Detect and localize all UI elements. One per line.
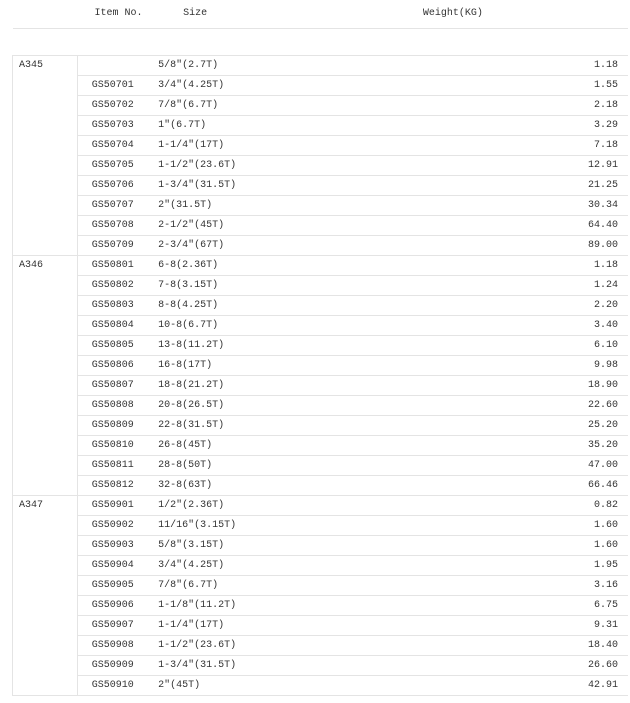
table-row <box>13 435 629 455</box>
weight-cell: 18.90 <box>423 375 628 395</box>
size-cell: 16-8(17T) <box>142 355 423 375</box>
group-code-cell: A345 <box>13 55 78 75</box>
group-code-cell <box>13 595 78 615</box>
group-code-cell <box>13 415 78 435</box>
table-row <box>13 375 629 395</box>
table-row <box>13 455 629 475</box>
group-code-cell <box>13 135 78 155</box>
group-code-cell <box>13 235 78 255</box>
item-no-cell: GS50701 <box>77 75 142 95</box>
table-row <box>13 595 629 615</box>
size-cell: 10-8(6.7T) <box>142 315 423 335</box>
size-cell: 22-8(31.5T) <box>142 415 423 435</box>
item-no-cell: GS50803 <box>77 295 142 315</box>
table-row <box>13 75 629 95</box>
size-cell: 3/4″(4.25T) <box>142 555 423 575</box>
item-no-cell: GS50709 <box>77 235 142 255</box>
group-code-cell <box>13 675 78 695</box>
item-no-cell: GS50801 <box>77 255 142 275</box>
item-no-cell: GS50807 <box>77 375 142 395</box>
item-no-cell: GS50702 <box>77 95 142 115</box>
weight-cell: 6.10 <box>423 335 628 355</box>
weight-cell: 1.60 <box>423 515 628 535</box>
item-no-cell: GS50901 <box>77 495 142 515</box>
weight-cell: 1.95 <box>423 555 628 575</box>
blank-row <box>13 28 629 55</box>
group-code-cell <box>13 295 78 315</box>
item-no-cell: GS50810 <box>77 435 142 455</box>
item-no-cell: GS50903 <box>77 535 142 555</box>
item-no-cell: GS50805 <box>77 335 142 355</box>
weight-cell: 1.18 <box>423 255 628 275</box>
size-cell: 1-1/2″(23.6T) <box>142 155 423 175</box>
size-cell: 2″(45T) <box>142 675 423 695</box>
table-row <box>13 675 629 695</box>
header-size: Size <box>142 0 423 28</box>
size-cell: 6-8(2.36T) <box>142 255 423 275</box>
size-cell: 2-1/2″(45T) <box>142 215 423 235</box>
weight-cell: 30.34 <box>423 195 628 215</box>
weight-cell: 18.40 <box>423 635 628 655</box>
group-code-cell <box>13 95 78 115</box>
table-row <box>13 655 629 675</box>
weight-cell: 21.25 <box>423 175 628 195</box>
weight-cell: 3.16 <box>423 575 628 595</box>
group-code-cell <box>13 475 78 495</box>
size-cell: 8-8(4.25T) <box>142 295 423 315</box>
header-item-no: Item No. <box>13 0 143 28</box>
group-code-cell <box>13 455 78 475</box>
size-cell: 18-8(21.2T) <box>142 375 423 395</box>
item-no-cell: GS50809 <box>77 415 142 435</box>
size-cell: 1-3/4″(31.5T) <box>142 655 423 675</box>
item-no-cell: GS50907 <box>77 615 142 635</box>
table-row <box>13 275 629 295</box>
item-no-cell: GS50706 <box>77 175 142 195</box>
table-row <box>13 575 629 595</box>
table-row <box>13 255 629 275</box>
weight-cell: 1.24 <box>423 275 628 295</box>
item-no-cell: GS50804 <box>77 315 142 335</box>
table-row <box>13 155 629 175</box>
table-row <box>13 495 629 515</box>
size-cell: 1″(6.7T) <box>142 115 423 135</box>
item-no-cell <box>77 55 142 75</box>
group-code-cell <box>13 615 78 635</box>
table-row <box>13 355 629 375</box>
weight-cell: 2.20 <box>423 295 628 315</box>
table-row <box>13 415 629 435</box>
group-code-cell <box>13 435 78 455</box>
size-cell: 20-8(26.5T) <box>142 395 423 415</box>
size-cell: 1-3/4″(31.5T) <box>142 175 423 195</box>
item-no-cell: GS50905 <box>77 575 142 595</box>
weight-cell: 66.46 <box>423 475 628 495</box>
size-cell: 5/8″(3.15T) <box>142 535 423 555</box>
size-cell: 1-1/4″(17T) <box>142 135 423 155</box>
item-no-cell: GS50802 <box>77 275 142 295</box>
group-code-cell: A346 <box>13 255 78 275</box>
table-row <box>13 95 629 115</box>
group-code-cell <box>13 655 78 675</box>
weight-cell: 1.18 <box>423 55 628 75</box>
group-code-cell <box>13 395 78 415</box>
size-cell: 1-1/4″(17T) <box>142 615 423 635</box>
group-code-cell <box>13 275 78 295</box>
item-no-cell: GS50708 <box>77 215 142 235</box>
table-row <box>13 315 629 335</box>
table-header <box>13 0 629 28</box>
table-body <box>13 28 629 695</box>
table-row <box>13 195 629 215</box>
table-row <box>13 295 629 315</box>
weight-cell: 89.00 <box>423 235 628 255</box>
group-code-cell <box>13 315 78 335</box>
table-row <box>13 475 629 495</box>
table-row <box>13 235 629 255</box>
spec-table <box>12 0 628 696</box>
item-no-cell: GS50707 <box>77 195 142 215</box>
size-cell: 26-8(45T) <box>142 435 423 455</box>
item-no-cell: GS50811 <box>77 455 142 475</box>
group-code-cell <box>13 195 78 215</box>
item-no-cell: GS50909 <box>77 655 142 675</box>
table-row <box>13 555 629 575</box>
group-code-cell <box>13 515 78 535</box>
table-row <box>13 215 629 235</box>
group-code-cell <box>13 175 78 195</box>
table-row <box>13 635 629 655</box>
table-row <box>13 55 629 75</box>
item-no-cell: GS50703 <box>77 115 142 135</box>
weight-cell: 1.55 <box>423 75 628 95</box>
size-cell: 7/8″(6.7T) <box>142 95 423 115</box>
size-cell: 7-8(3.15T) <box>142 275 423 295</box>
item-no-cell: GS50910 <box>77 675 142 695</box>
weight-cell: 64.40 <box>423 215 628 235</box>
group-code-cell <box>13 355 78 375</box>
weight-cell: 0.82 <box>423 495 628 515</box>
weight-cell: 2.18 <box>423 95 628 115</box>
weight-cell: 35.20 <box>423 435 628 455</box>
size-cell: 32-8(63T) <box>142 475 423 495</box>
size-cell: 11/16″(3.15T) <box>142 515 423 535</box>
size-cell: 28-8(50T) <box>142 455 423 475</box>
weight-cell: 1.60 <box>423 535 628 555</box>
item-no-cell: GS50806 <box>77 355 142 375</box>
table-row <box>13 135 629 155</box>
weight-cell: 42.91 <box>423 675 628 695</box>
header-row <box>13 0 629 28</box>
size-cell: 13-8(11.2T) <box>142 335 423 355</box>
group-code-cell <box>13 555 78 575</box>
weight-cell: 25.20 <box>423 415 628 435</box>
weight-cell: 12.91 <box>423 155 628 175</box>
weight-cell: 9.31 <box>423 615 628 635</box>
table-row <box>13 335 629 355</box>
item-no-cell: GS50908 <box>77 635 142 655</box>
size-cell: 3/4″(4.25T) <box>142 75 423 95</box>
item-no-cell: GS50904 <box>77 555 142 575</box>
item-no-cell: GS50808 <box>77 395 142 415</box>
weight-cell: 3.40 <box>423 315 628 335</box>
table-row <box>13 615 629 635</box>
group-code-cell <box>13 635 78 655</box>
weight-cell: 6.75 <box>423 595 628 615</box>
size-cell: 2″(31.5T) <box>142 195 423 215</box>
size-cell: 1-1/2″(23.6T) <box>142 635 423 655</box>
table-row <box>13 115 629 135</box>
group-code-cell <box>13 575 78 595</box>
weight-cell: 26.60 <box>423 655 628 675</box>
table-row <box>13 515 629 535</box>
table-row <box>13 395 629 415</box>
item-no-cell: GS50902 <box>77 515 142 535</box>
weight-cell: 47.00 <box>423 455 628 475</box>
size-cell: 5/8″(2.7T) <box>142 55 423 75</box>
group-code-cell <box>13 155 78 175</box>
item-no-cell: GS50906 <box>77 595 142 615</box>
group-code-cell <box>13 335 78 355</box>
table-row <box>13 535 629 555</box>
header-weight: Weight(KG) <box>423 0 628 28</box>
weight-cell: 9.98 <box>423 355 628 375</box>
group-code-cell: A347 <box>13 495 78 515</box>
weight-cell: 22.60 <box>423 395 628 415</box>
group-code-cell <box>13 535 78 555</box>
table-row <box>13 175 629 195</box>
spec-table-container <box>12 0 628 696</box>
group-code-cell <box>13 75 78 95</box>
size-cell: 2-3/4″(67T) <box>142 235 423 255</box>
item-no-cell: GS50704 <box>77 135 142 155</box>
weight-cell: 3.29 <box>423 115 628 135</box>
size-cell: 7/8″(6.7T) <box>142 575 423 595</box>
weight-cell: 7.18 <box>423 135 628 155</box>
item-no-cell: GS50705 <box>77 155 142 175</box>
group-code-cell <box>13 115 78 135</box>
size-cell: 1-1/8″(11.2T) <box>142 595 423 615</box>
item-no-cell: GS50812 <box>77 475 142 495</box>
group-code-cell <box>13 215 78 235</box>
size-cell: 1/2″(2.36T) <box>142 495 423 515</box>
group-code-cell <box>13 375 78 395</box>
